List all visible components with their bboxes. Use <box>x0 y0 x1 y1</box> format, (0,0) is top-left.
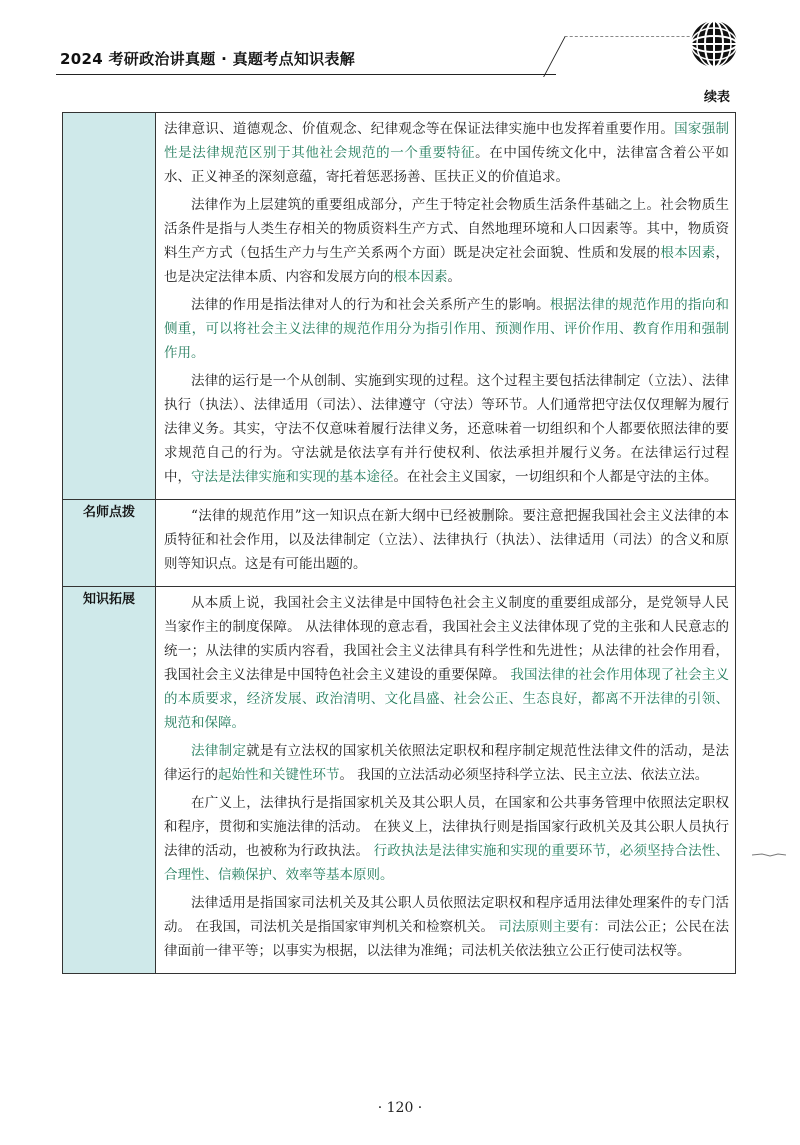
highlight-text: 起始性和关键性环节 <box>218 767 340 783</box>
continued-label: 续表 <box>703 90 730 105</box>
paragraph <box>164 193 729 289</box>
paragraph <box>164 369 729 489</box>
globe-icon <box>688 18 740 70</box>
header-rule <box>56 74 556 75</box>
text-span: 法律的运行是一个从创制、实施到实现的过程。这个过程主要包括法律制定（立法）、法律执行（执法）、法律适用（司法）、法律遵守（守法）等环节。人们通常把守法仅仅理解为履行法律义务。其实，守法不仅意味着履行法律义务，还意味着一切组织和个人都要依照法律的要求规范自己的行为。守法就是依法享有并行使权利、依法承担并履行义务。在法律运行过程中， <box>164 373 729 485</box>
text-span: ，也是决定法律本质、内容和发展方向的 <box>164 245 730 285</box>
highlight-text: 根本因素 <box>660 245 716 261</box>
text-span: 法律作为上层建筑的重要组成部分，产生于特定社会物质生活条件基础之上。社会物质生活条件是指与人类生存相关的物质资料生产方式、自然地理环境和人口因素等。其中，物质资料生产方式（包括生产力与生产关系两个方面）既是决定社会面貌、性质和发展的 <box>164 197 729 261</box>
highlight-text: 国家强制性是法律规范区别于其他社会规范的一个重要特征 <box>164 121 730 161</box>
highlight-text: 行政执法是法律实施和实现的重要环节，必须坚持合法性、合理性、信赖保护、效率等基本原则。 <box>164 843 730 883</box>
paragraph <box>164 739 729 787</box>
highlight-text: 司法原则主要有： <box>498 919 607 935</box>
table-row <box>63 113 736 500</box>
paragraph <box>164 591 729 735</box>
highlight-text: 我国法律的社会作用体现了社会主义的本质要求，经济发展、政治清明、文化昌盛、社会公正、生态良好，都离不开法律的引领、规范和保障。 <box>164 667 729 731</box>
highlight-text: 守法是法律实施和实现的基本途径 <box>191 469 394 485</box>
text-span: 法律的作用是指法律对人的行为和社会关系所产生的影响。 <box>191 297 550 313</box>
text-span: 。在社会主义国家，一切组织和个人都是守法的主体。 <box>393 469 718 485</box>
text-span: 在广义上，法律执行是指国家机关及其公职人员，在国家和公共事务管理中依照法定职权和程序，贯彻和实施法律的活动。 在狭义上，法律执行则是指国家行政机关及其公职人员执行法律的活动，也被称为行政执法。 <box>164 795 729 859</box>
highlight-text: 根据法律的规范作用的指向和侧重，可以将社会主义法律的规范作用分为指引作用、预测作用、评价作用、教育作用和强制作用。 <box>164 297 730 361</box>
page-number: · 120 · <box>377 1100 423 1116</box>
row-label-empty <box>63 113 156 500</box>
text-span: 。 <box>447 269 461 285</box>
header-decoration <box>543 36 690 77</box>
row-label-teacher-tips: 名师点拨 <box>63 500 156 587</box>
paragraph <box>164 791 729 887</box>
highlight-text: 根本因素 <box>393 269 448 285</box>
text-span: 。 我国的立法活动必须坚持科学立法、民主立法、依法立法。 <box>339 767 709 783</box>
row-content-knowledge-extension <box>156 587 736 974</box>
highlight-text: 法律制定 <box>191 743 247 759</box>
row-content-law-basics <box>156 113 736 500</box>
text-span: 法律适用是指国家司法机关及其公职人员依照法定职权和程序适用法律处理案件的专门活动。 在我国，司法机关是指国家审判机关和检察机关。 <box>164 895 729 935</box>
text-span: 。在中国传统文化中，法律富含着公平如水、正义神圣的深刻意蕴，寄托着惩恶扬善、匡扶正义的价值追求。 <box>164 145 730 185</box>
text-span: 司法公正；公民在法律面前一律平等；以事实为根据，以法律为准绳；司法机关依法独立公正行使司法权等。 <box>164 919 730 959</box>
scan-smudge <box>752 852 786 858</box>
table-row <box>63 500 736 587</box>
table-row <box>63 587 736 974</box>
header-title: 2024 考研政治讲真题 · 真题考点知识表解 <box>60 50 356 68</box>
row-content-teacher-tips <box>156 500 736 587</box>
text-span: 就是有立法权的国家机关依照法定职权和程序制定规范性法律文件的活动，是法律运行的 <box>164 743 730 783</box>
page-header <box>0 0 800 80</box>
text-span: 从本质上说，我国社会主义法律是中国特色社会主义制度的重要组成部分，是党领导人民当家作主的制度保障。 从法律体现的意志看，我国社会主义法律体现了党的主张和人民意志的统一；从法律的实质内容看，我国社会主义法律具有科学性和先进性；从法律的社会作用看，我国社会主义法律是中国特色社会主义建设的重要保障。 <box>164 595 729 683</box>
paragraph <box>164 293 729 365</box>
text-span: 法律意识、道德观念、价值观念、纪律观念等在保证法律实施中也发挥着重要作用。 <box>164 121 675 137</box>
paragraph: “法律的规范作用”这一知识点在新大纲中已经被删除。要注意把握我国社会主义法律的本质特征和社会作用，以及法律制定（立法）、法律执行（执法）、法律适用（司法）的含义和原则等知识点。这是有可能出题的。 <box>164 508 729 572</box>
knowledge-table <box>62 112 736 974</box>
row-label-knowledge-extension: 知识拓展 <box>63 587 156 974</box>
paragraph <box>164 891 729 963</box>
paragraph <box>164 117 729 189</box>
